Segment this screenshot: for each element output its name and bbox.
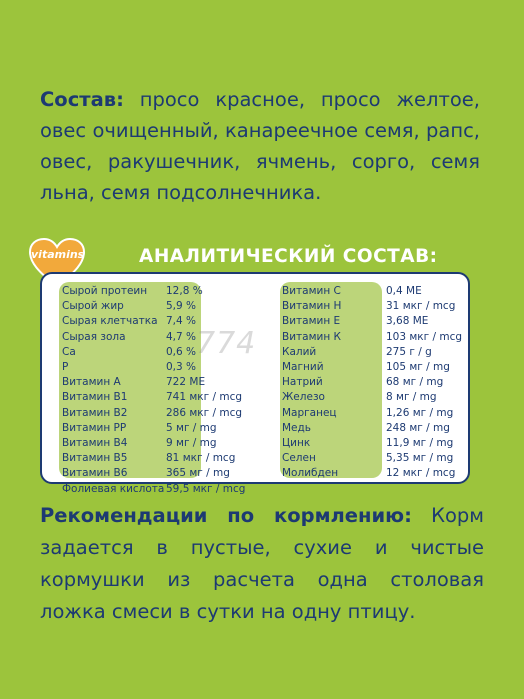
nutrient-value: 248 мг / mg bbox=[386, 421, 450, 434]
nutrient-value: 0,4 МЕ bbox=[386, 285, 422, 297]
nutrient-name: Сырая клетчатка bbox=[62, 315, 158, 328]
nutrient-name: Сырая зола bbox=[62, 330, 126, 343]
watermark: 774 bbox=[196, 326, 257, 361]
nutrient-value: 4,7 % bbox=[166, 330, 197, 343]
nutrient-value: 3,68 МЕ bbox=[386, 315, 429, 328]
nutrient-value: 5,35 мг / mg bbox=[386, 452, 454, 465]
right-names bbox=[282, 284, 341, 482]
nutrient-value: 59,5 мкг / mcg bbox=[166, 482, 246, 495]
nutrient-value: 105 мг / mg bbox=[386, 361, 450, 374]
nutrient-name: Селен bbox=[282, 452, 316, 465]
right-values bbox=[386, 284, 462, 482]
composition-label: Состав: bbox=[40, 88, 124, 111]
nutrient-value: 68 мг / mg bbox=[386, 376, 444, 389]
nutrient-name: Витамин В1 bbox=[62, 391, 128, 404]
nutrient-name: Молибден bbox=[282, 467, 339, 480]
nutrient-value: 31 мкг / mcg bbox=[386, 300, 456, 313]
recommendation-label: Рекомендации по кормлению: bbox=[40, 504, 412, 527]
nutrient-name: P bbox=[62, 361, 69, 374]
nutrient-value: 81 мкг / mcg bbox=[166, 452, 236, 465]
nutrient-value: 275 г / g bbox=[386, 345, 432, 358]
nutrient-value: 11,9 мг / mg bbox=[386, 437, 454, 450]
nutrient-value: 12 мкг / mcg bbox=[386, 467, 456, 480]
left-names bbox=[62, 284, 164, 497]
left-values bbox=[166, 284, 245, 497]
analysis-title: АНАЛИТИЧЕСКИЙ СОСТАВ: bbox=[139, 246, 438, 267]
nutrient-value: 103 мкг / mcg bbox=[386, 330, 463, 343]
composition-text: просо красное, просо желтое, овес очищенный, канареечное семя, рапс, овес, ракушечник, ячмень, сорго, семя льна, семя подсолнечника. bbox=[40, 88, 480, 204]
nutrient-name: Витамин К bbox=[282, 330, 341, 343]
recommendation-paragraph bbox=[40, 500, 484, 628]
nutrient-name: Железо bbox=[282, 391, 325, 404]
nutrient-name: Сырой протеин bbox=[62, 285, 148, 297]
nutrient-value: 1,26 мг / mg bbox=[386, 406, 454, 419]
nutrient-name: Марганец bbox=[282, 406, 337, 419]
nutrient-name: Ca bbox=[62, 345, 76, 358]
nutrient-name: Магний bbox=[282, 361, 324, 374]
nutrient-name: Натрий bbox=[282, 376, 323, 389]
nutrient-value: 5 мг / mg bbox=[166, 421, 217, 434]
nutrient-value: 0,3 % bbox=[166, 361, 197, 374]
nutrient-name: Витамин В5 bbox=[62, 452, 128, 465]
nutrient-value: 8 мг / mg bbox=[386, 391, 437, 404]
nutrient-value: 722 МЕ bbox=[166, 376, 206, 389]
nutrient-name: Цинк bbox=[282, 437, 311, 450]
nutrient-value: 0,6 % bbox=[166, 345, 197, 358]
analysis-table bbox=[40, 272, 470, 495]
nutrient-name: Витамин В2 bbox=[62, 406, 128, 419]
nutrient-name: Витамин С bbox=[282, 285, 341, 297]
nutrient-value: 7,4 % bbox=[166, 315, 197, 328]
nutrient-value: 5,9 % bbox=[166, 300, 197, 313]
nutrient-name: Сырой жир bbox=[62, 300, 124, 313]
nutrient-name: Фолиевая кислота bbox=[62, 482, 165, 495]
vitamins-badge-label: vitamins bbox=[31, 248, 85, 261]
nutrient-value: 9 мг / mg bbox=[166, 437, 217, 450]
nutrient-name: Витамин В6 bbox=[62, 467, 128, 480]
composition-paragraph bbox=[40, 84, 480, 208]
nutrient-value: 286 мкг / mcg bbox=[166, 406, 243, 419]
nutrient-name: Медь bbox=[282, 421, 311, 434]
nutrient-name: Витамин В4 bbox=[62, 437, 128, 450]
nutrient-name: Витамин А bbox=[62, 376, 121, 389]
nutrient-value: 365 мг / mg bbox=[166, 467, 230, 480]
nutrient-name: Витамин Е bbox=[282, 315, 341, 328]
recommendation-text: Корм задается в пустые, сухие и чистые кормушки из расчета одна столовая ложка смеси в сутки на одну птицу. bbox=[40, 504, 484, 623]
nutrient-value: 12,8 % bbox=[166, 285, 203, 297]
nutrient-value: 741 мкг / mcg bbox=[166, 391, 243, 404]
nutrient-name: Калий bbox=[282, 345, 317, 358]
nutrient-name: Витамин РР bbox=[62, 421, 127, 434]
nutrient-name: Витамин Н bbox=[282, 300, 342, 313]
